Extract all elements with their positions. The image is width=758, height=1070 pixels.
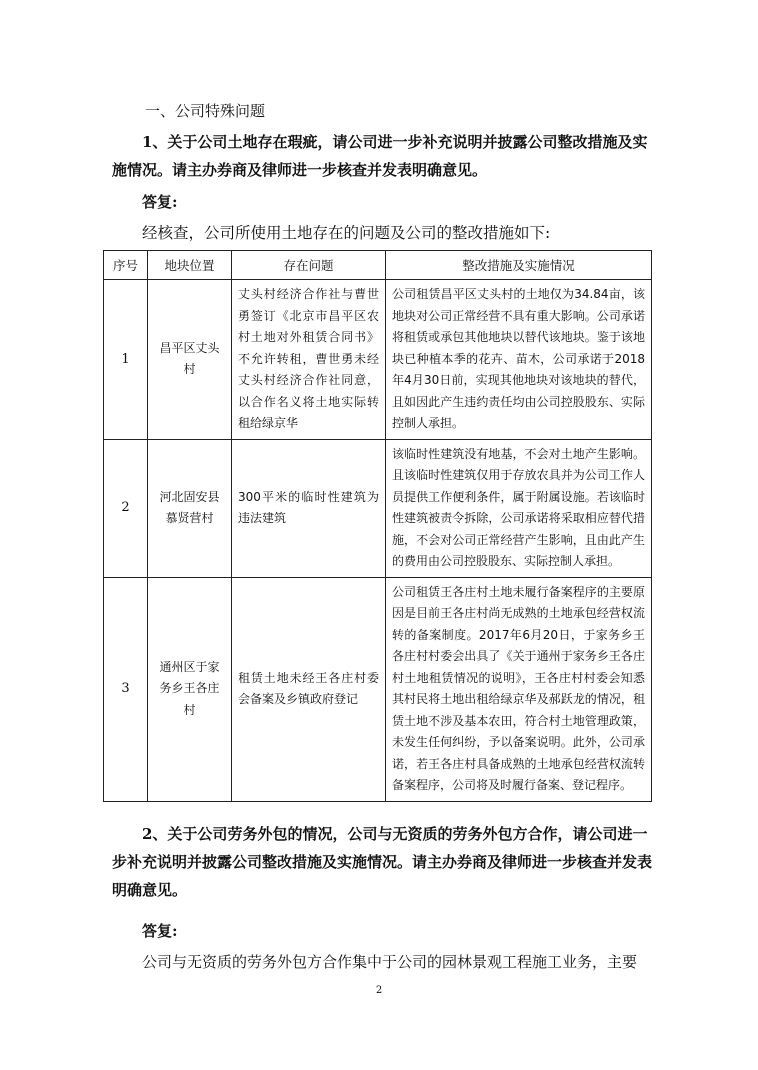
row-location: 河北固安县慕贤营村 (148, 439, 232, 577)
header-seq: 序号 (104, 251, 148, 280)
row-measures: 公司租赁昌平区丈头村的土地仅为34.84亩，该地块对公司正常经营不具有重大影响。公司承诺将租赁或承包其他地块以替代该地块。鉴于该地块已种植本季的花卉、苗木，公司承诺于2018年4月30日前，实现其他地块对该地块的替代，且如因此产生违约责任均由公司控股股东、实际控制人承担。 (386, 280, 652, 440)
table-header-row (104, 251, 652, 280)
row-issue: 丈头村经济合作社与曹世勇签订《北京市昌平区农村土地对外租赁合同书》不允许转租，曹世勇未经丈头村经济合作社同意，以合作名义将土地实际转租给绿京华 (232, 280, 386, 440)
question-1: 1、关于公司土地存在瑕疵，请公司进一步补充说明并披露公司整改措施及实施情况。请主办券商及律师进一步核查并发表明确意见。 (112, 133, 648, 179)
page-number: 2 (375, 985, 383, 996)
row-seq: 3 (104, 577, 148, 801)
header-measures: 整改措施及实施情况 (386, 251, 652, 280)
table-row (104, 439, 652, 577)
row-location: 通州区于家务乡王各庄村 (148, 577, 232, 801)
land-issues-table (103, 250, 652, 802)
header-location: 地块位置 (148, 251, 232, 280)
answer-1-label: 答复: (142, 193, 178, 211)
row-issue: 租赁土地未经王各庄村委会备案及乡镇政府登记 (232, 577, 386, 801)
row-measures: 公司租赁王各庄村土地未履行备案程序的主要原因是目前王各庄村尚无成熟的土地承包经营权流转的备案制度。2017年6月20日，于家务乡王各庄村村委会出具了《关于通州于家务乡王各庄村土地租赁情况的说明》，王各庄村村委会知悉其村民将土地出租给绿京华及郝跃龙的情况，租赁土地不涉及基本农田，符合村土地管理政策，未发生任何纠纷，予以备案说明。此外，公司承诺，若王各庄村具备成熟的土地承包经营权流转备案程序，公司将及时履行备案、登记程序。 (386, 577, 652, 801)
row-location: 昌平区丈头村 (148, 280, 232, 440)
row-seq: 2 (104, 439, 148, 577)
header-issue: 存在问题 (232, 251, 386, 280)
question-2: 2、关于公司劳务外包的情况，公司与无资质的劳务外包方合作，请公司进一步补充说明并披露公司整改措施及实施情况。请主办券商及律师进一步核查并发表明确意见。 (112, 825, 653, 899)
row-issue: 300平米的临时性建筑为违法建筑 (232, 439, 386, 577)
row-seq: 1 (104, 280, 148, 440)
answer-2-text: 公司与无资质的劳务外包方合作集中于公司的园林景观工程施工业务，主要 (142, 953, 638, 971)
answer-2-label: 答复: (142, 922, 178, 940)
answer-1-intro: 经核查，公司所使用土地存在的问题及公司的整改措施如下: (142, 224, 551, 242)
section-heading: 一、公司特殊问题 (145, 102, 266, 120)
table-row (104, 280, 652, 440)
table-row (104, 577, 652, 801)
row-measures: 该临时性建筑没有地基，不会对土地产生影响。且该临时性建筑仅用于存放农具并为公司工作人员提供工作便利条件，属于附属设施。若该临时性建筑被责令拆除，公司承诺将采取相应替代措施，不会对公司正常经营产生影响，且由此产生的费用由公司控股股东、实际控制人承担。 (386, 439, 652, 577)
